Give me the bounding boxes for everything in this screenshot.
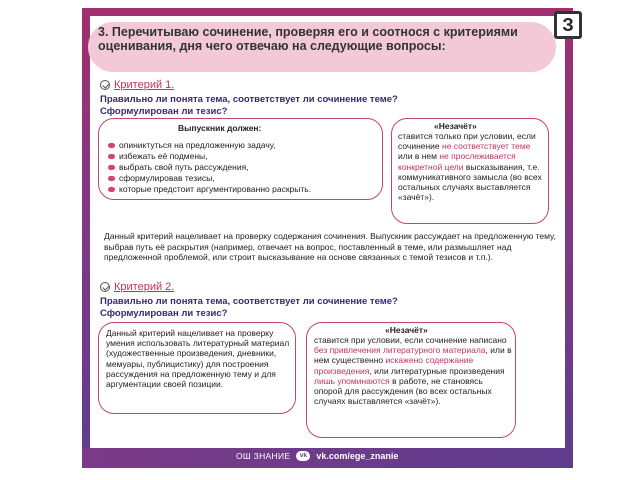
criterion-2-question: Правильно ли понята тема, соответствует ли сочинение теме? Сформулирован ли тезис? — [100, 296, 398, 319]
check-circle-icon — [100, 282, 110, 292]
fail-heading-1: «Незачёт» — [434, 121, 477, 131]
criterion-1-fail-text — [398, 131, 544, 202]
criterion-1-label: Критерий 1. — [114, 79, 175, 91]
body-text: в работе, не становясь опорой для рассуждения (во всех остальных случаях выставляется «зачёт»). — [314, 375, 492, 407]
criterion-2-left-text: Данный критерий нацеливает на проверку умения использовать литературный материал (художественные произведения, дневники, мемуары, публицистику) для построения рассуждения на предложенную тему и для аргументации своей позиции. — [106, 328, 290, 389]
criterion-1-paragraph: Данный критерий нацеливает на проверку содержания сочинения. Выпускник рассуждает на предложенную тему, выбрав путь её раскрытия (например, отвечает на вопрос, поставленный в теме, или размышляет над предложенной проблемой, или строит высказывание на основе связанных с темой тезисов и т.п.). — [104, 231, 556, 263]
body-text: , или литературные произведения — [369, 365, 505, 376]
must-list — [108, 140, 311, 195]
body-text: , или в нем существенно — [314, 345, 512, 366]
must-item: опиниктуться на предложенную задачу, — [108, 140, 311, 151]
criterion-2-fail-text — [314, 335, 512, 406]
footer-brand: ОШ ЗНАНИЕ — [236, 451, 291, 461]
criterion-2-heading — [100, 281, 174, 293]
highlight-text: не прослеживается конкретной цели — [398, 151, 516, 172]
highlight-text: без привлечения литературного материала — [314, 345, 486, 356]
criterion-2-label: Критерий 2. — [114, 281, 175, 293]
highlight-text: не соответствует теме — [442, 141, 531, 152]
body-text: ставится при условии, если сочинение написано — [314, 335, 507, 345]
vk-icon: vk — [296, 451, 310, 461]
criterion-1-question: Правильно ли понята тема, соответствует ли сочинение теме? Сформулирован ли тезис? — [100, 94, 398, 117]
must-heading: Выпускник должен: — [178, 123, 262, 133]
check-circle-icon — [100, 80, 110, 90]
fail-heading-2: «Незачёт» — [385, 325, 428, 335]
page-title: 3. Перечитываю сочинение, проверяя его и соотнося с критериями оценивания, дня чего отвечаю на следующие вопросы: — [98, 25, 518, 54]
highlight-text: лишь упоминаются — [314, 375, 390, 386]
footer — [236, 451, 398, 461]
must-item: выбрать свой путь рассуждения, — [108, 162, 311, 173]
body-text: ставится только при условии, если сочинение — [398, 131, 536, 152]
must-item: которые предстоит аргументированно раскрыть. — [108, 184, 311, 195]
footer-link[interactable]: vk.com/ege_znanie — [316, 451, 399, 461]
body-text: высказывания, т.е. коммуникативного замысла (во всех остальных случаях выставляется «зачёт»). — [398, 161, 542, 203]
highlight-text: искажено содержание произведения — [314, 355, 474, 376]
must-item: избежать её подмены, — [108, 151, 311, 162]
criterion-1-heading — [100, 79, 174, 91]
must-item: сформулировав тезисы, — [108, 173, 311, 184]
body-text: или в нем — [398, 151, 440, 162]
brand-logo: З — [554, 11, 582, 39]
